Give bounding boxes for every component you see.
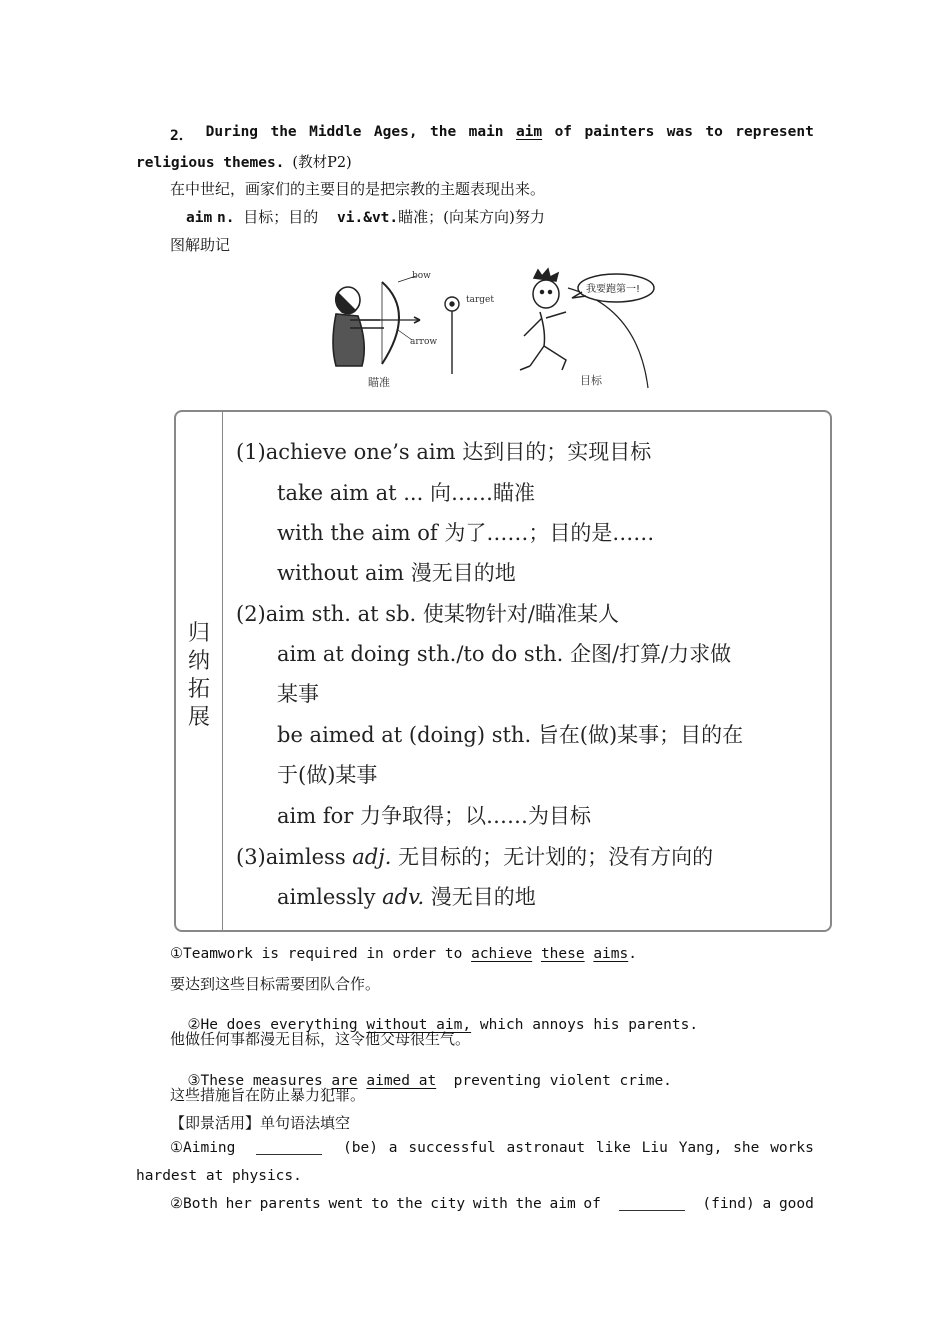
summary-box [174,410,832,932]
archer-illustration [333,276,420,366]
summary-side-label [184,620,214,732]
summary-line: with the aim of 为了……；目的是…… [277,521,655,545]
side-char: 纳 [187,649,210,674]
word: she [733,1140,760,1156]
word: (be) [343,1140,378,1156]
example-underlined: aimed at [366,1073,437,1089]
word: the [270,124,297,140]
word: was [666,124,693,140]
word: of [583,1196,601,1212]
word: the [515,1196,542,1212]
example-2-translation: 他做任何事都漫无目标，这令他父母很生气。 [170,1030,471,1048]
definition-pos2: vi.&vt. [337,210,399,226]
example-1 [170,946,637,962]
side-char: 展 [187,705,210,730]
word: the [429,124,457,140]
example-underlined: aims [593,946,629,962]
word: a [762,1196,772,1212]
example-before: These measures [200,1073,332,1089]
example-1-translation: 要达到这些目标需要团队合作。 [170,975,381,993]
item-number: 2． [170,128,194,144]
word: painters [584,124,655,140]
summary-line: (2)aim sth. at sb. 使某物针对/瞄准某人 [236,602,619,626]
summary-line: take aim at ... 向……瞄准 [277,481,535,505]
word: main [468,124,504,140]
aimless-word: (3)aimless [236,845,353,869]
practice-q1-line1 [170,1140,814,1156]
summary-line: aim for 力争取得；以……为目标 [277,804,591,828]
example-marker: ① [170,946,183,962]
example-marker: ② [187,1017,201,1033]
label-target: target [466,295,494,305]
word: aim [549,1196,576,1212]
word: works [770,1140,814,1156]
item-definition [186,206,545,227]
side-char: 归 [187,621,210,646]
definition-pos1: n. [216,210,235,226]
summary-line-aimlessly [277,881,536,911]
mnemonic-figure [320,262,665,392]
example-before: He does everything [200,1017,367,1033]
word: to [705,124,723,140]
aimless-meaning: 无目标的；无计划的；没有方向的 [391,845,714,869]
word: a [388,1140,398,1156]
example-underlined: are [331,1073,358,1089]
word: successful [408,1140,496,1156]
example-marker: ③ [187,1073,201,1089]
practice-heading: 【即景活用】单句语法填空 [170,1114,351,1132]
aimlessly-pos: adv. [382,885,425,909]
aimless-pos: adj. [352,845,392,869]
word: represent [735,124,814,140]
example-3-translation: 这些措施旨在防止暴力犯罪。 [170,1086,366,1104]
example-underlined: achieve [471,946,533,962]
answer-blank[interactable] [619,1196,685,1211]
summary-line-aimless [236,841,713,871]
word: went [328,1196,364,1212]
summary-line: without aim 漫无目的地 [277,561,516,585]
word: ①Aiming [170,1140,236,1156]
caption-goal: 目标 [580,374,602,387]
summary-line: aim at doing sth./to do sth. 企图/打算/力求做 [277,642,732,666]
word: with [472,1196,508,1212]
example-before: Teamwork is required in order to [183,946,472,962]
practice-q2-line1 [170,1196,814,1212]
word: Liu [641,1140,668,1156]
example-after: which annoys his parents. [471,1017,699,1033]
summary-line: (1)achieve one’s aim 达到目的；实现目标 [236,440,652,464]
item-translation: 在中世纪，画家们的主要目的是把宗教的主题表现出来。 [170,180,546,198]
word: her [225,1196,252,1212]
word: Middle [309,124,362,140]
word: like [595,1140,631,1156]
word: During [205,124,259,140]
practice-q1-line2: hardest at physics. [136,1168,302,1184]
summary-line: 某事 [277,682,319,706]
example-underlined: without aim, [366,1017,472,1033]
item-sentence-line2 [136,151,352,172]
label-arrow: arrow [410,337,438,347]
word: Ages, [373,124,418,140]
summary-line: be aimed at (doing) sth. 旨在(做)某事；目的在 [277,723,744,747]
word: the [396,1196,423,1212]
definition-meaning2: 瞄准；(向某方向)努力 [398,208,545,226]
example-after: preventing violent crime. [436,1073,672,1089]
word: good [778,1196,814,1212]
word: Yang, [678,1140,723,1156]
target-illustration [445,297,459,374]
word: parents [259,1196,321,1212]
example-after: . [628,946,637,962]
sentence-continuation: religious themes. [136,155,285,171]
word: of [554,124,573,140]
summary-side-column [176,412,223,930]
aimlessly-word: aimlessly [277,885,383,909]
speech-text: 我要跑第一! [586,284,641,295]
word: city [430,1196,466,1212]
keyword-underlined: aim [515,124,543,140]
side-char: 拓 [187,677,210,702]
caption-aim: 瞄准 [368,376,390,389]
summary-line: 于(做)某事 [277,763,378,787]
source-note: (教材P2) [292,155,352,171]
definition-word: aim [186,210,213,226]
word: astronaut [506,1140,586,1156]
item-sentence-line1 [170,124,814,145]
mnemonic-heading: 图解助记 [170,236,231,254]
definition-meaning1: 目标；目的 [243,208,319,226]
example-underlined: these [540,946,585,962]
word: to [371,1196,389,1212]
aimlessly-meaning: 漫无目的地 [424,885,536,909]
label-bow: bow [412,271,431,281]
word: ②Both [170,1196,218,1212]
word: (find) [702,1196,755,1212]
answer-blank[interactable] [256,1140,322,1155]
